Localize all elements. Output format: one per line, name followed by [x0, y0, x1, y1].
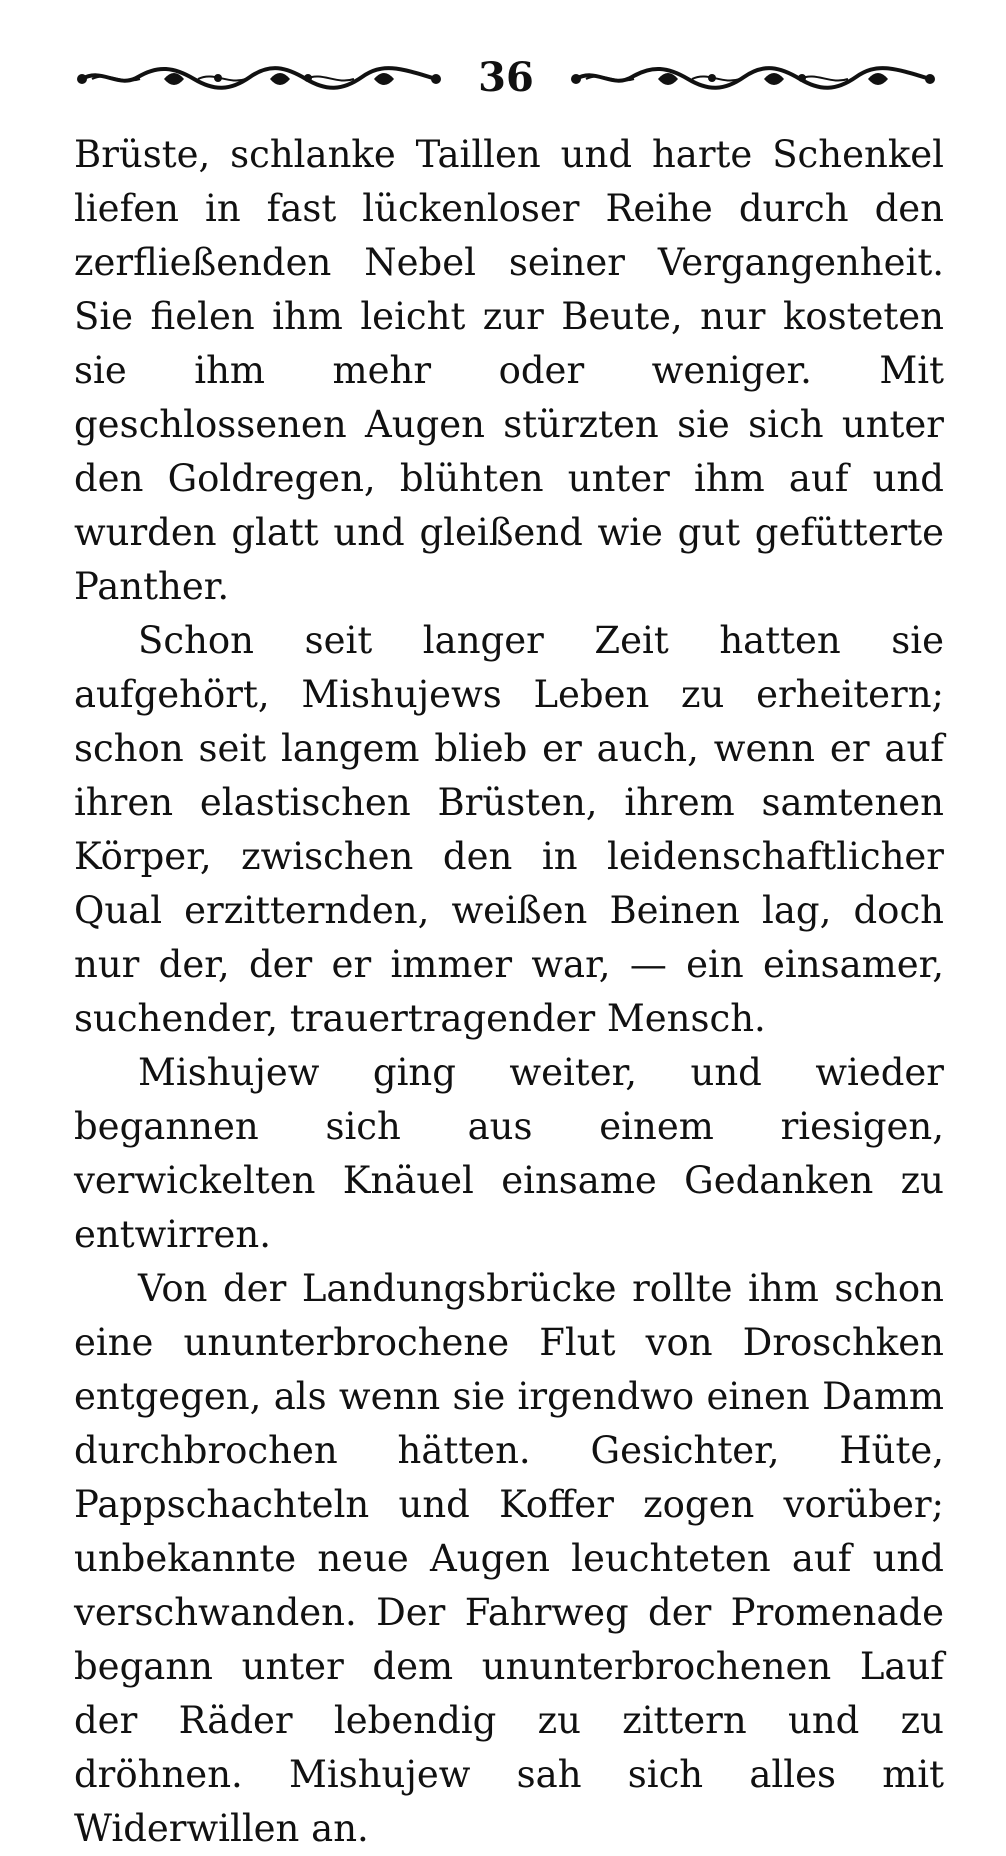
right-ornament-icon: [568, 61, 938, 95]
paragraph-1: Brüste, schlanke Taillen und harte Schenkel liefen in fast lückenloser Reihe durch den zerfließenden Nebel seiner Vergangenheit. Sie fielen ihm leicht zur Beute, nur kosteten sie ihm mehr oder weniger. Mit geschlossenen Augen stürzten sie sich unter den Goldregen, blühten unter ihm auf und wurden glatt und gleißend wie gut gefütterte Panther.: [74, 133, 944, 608]
page-header: [74, 48, 938, 108]
paragraph-3: Mishujew ging weiter, und wieder begannen sich aus einem riesigen, verwickelten Knäuel einsame Gedanken zu entwirren.: [74, 1051, 944, 1256]
paragraph-2: Schon seit langer Zeit hatten sie aufgehört, Mishujews Leben zu erheitern; schon seit langem blieb er auch, wenn er auf ihren elastischen Brüsten, ihrem samtenen Körper, zwischen den in leidenschaftlicher Qual erzitternden, weißen Beinen lag, doch nur der, der er immer war, — ein einsamer, suchender, trauertragender Mensch.: [74, 619, 944, 1040]
page-number: 36: [478, 54, 534, 101]
body-text: [74, 128, 944, 1856]
left-ornament-icon: [74, 61, 444, 95]
paragraph-4: Von der Landungsbrücke rollte ihm schon eine ununterbrochene Flut von Droschken entgegen, als wenn sie irgendwo einen Damm durchbrochen hätten. Gesichter, Hüte, Pappschachteln und Koffer zogen vorüber; unbekannte neue Augen leuchteten auf und verschwanden. Der Fahrweg der Promenade begann unter dem ununterbrochenen Lauf der Räder lebendig zu zittern und zu dröhnen. Mishujew sah sich alles mit Widerwillen an.: [74, 1267, 944, 1850]
